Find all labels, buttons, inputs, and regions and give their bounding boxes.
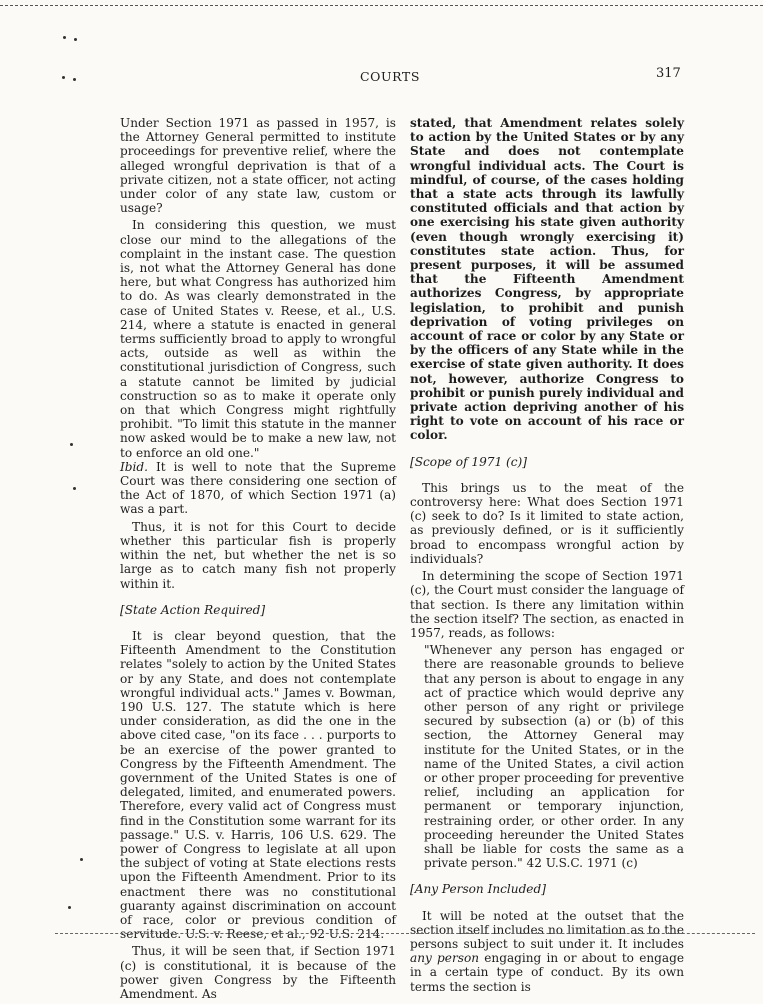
scan-speck	[80, 858, 83, 861]
paragraph-text: engaging in or about to engage in a certain type of conduct. By its own terms the section is	[410, 951, 684, 994]
scan-speck	[73, 487, 76, 490]
paragraph: stated, that Amendment relates solely to action by the United States or by any State and does not contemplate wrongful individual acts. The Court is mindful, of course, of the cases holding that a state acts through its lawfully constituted officials and that action by one exercising his state given authority (even though wrongly exercising it) constitutes state action. Thus, for present purposes, it will be assumed that the Fifteenth Amendment authorizes Congress, by appropriate legislation, to prohibit and punish deprivation of voting privileges on account of race or color by any State or by the officers of any State while in the exercise of state given authority. It does not, however, authorize Congress to prohibit or punish purely individual and private action depriving another of his right to vote on account of his race or color.	[410, 116, 684, 443]
scan-speck	[73, 78, 76, 81]
bottom-dashed-border	[55, 933, 755, 934]
scan-speck	[62, 76, 65, 79]
right-column	[410, 116, 684, 997]
section-heading: [State Action Required]	[120, 602, 266, 617]
paragraph: Under Section 1971 as passed in 1957, is the Attorney General permitted to institute proceedings for preventive relief, where the alleged wrongful deprivation is that of a private citizen, not a state officer, not acting under color of any state law, custom or usage?	[120, 116, 396, 216]
scan-speck	[68, 906, 71, 909]
scan-speck	[74, 38, 77, 41]
paragraph-text: It will be noted at the outset that the section itself includes no limitation as to the persons subject to suit under it. It includes	[410, 908, 684, 951]
statute-quote: "Whenever any person has engaged or there are reasonable grounds to believe that any person is about to engage in any act of practice which would deprive any other person of any right or privilege secured by subsection (a) or (b) of this section, the Attorney General may institute for the United States, or in the name of the United States, a civil action or other proper proceeding for preventive relief, including an application for permanent or temporary injunction, restraining order, or other order. In any proceeding hereunder the United States shall be liable for costs the same as a private person." 42 U.S.C. 1971 (c)	[424, 643, 684, 871]
paragraph	[410, 909, 684, 994]
running-header-title: COURTS	[359, 69, 421, 84]
scan-speck	[70, 443, 73, 446]
paragraph: Thus, it is not for this Court to decide whether this particular fish is properly within the net, but whether the net is so large as to catch many fish not properly within it.	[120, 519, 396, 591]
paragraph: It is clear beyond question, that the Fifteenth Amendment to the Constitution relates "solely to action by the United States or by any State, and does not contemplate wrongful individual acts." James v. Bowman, 190 U.S. 127. The statute which is here under consideration, as did the one in the above cited case, "on its face . . . purports to be an exercise of the power granted to Congress by the Fifteenth Amendment. The government of the United States is one of delegated, limited, and enumerated powers. Therefore, every valid act of Congress must find in the Constitution some warrant for its passage." U.S. v. Harris, 106 U.S. 629. The power of Congress to legislate at all upon the subject of voting at State elections rests upon the Fifteenth Amendment. Prior to its enactment there was no constitutional guaranty against discrimination on account of race, color or previous condition of servitude. U.S. v. Reese, et al., 92 U.S. 214.	[120, 628, 396, 942]
left-column	[120, 116, 396, 1004]
paragraph: This brings us to the meat of the controversy here: What does Section 1971 (c) seek to do? Is it limited to state action, as previously defined, or is it sufficiently broad to encompass wrongful action by individuals?	[410, 480, 684, 566]
section-heading: [Any Person Included]	[410, 882, 546, 897]
section-heading: [Scope of 1971 (c)]	[410, 454, 527, 469]
ibid-citation: Ibid.	[120, 459, 148, 474]
paragraph-text: In considering this question, we must close our mind to the allegations of the complaint in the instant case. The question is, not what the Attorney General has done here, but what Congress has authorized him to do. As was clearly demonstrated in the case of United States v. Reese, et al., U.S. 214, where a statute is enacted in general terms sufficiently broad to apply to wrongful acts, outside as well as within the constitutional jurisdiction of Congress, such a statute cannot be limited by judicial construction so as to make it operate only on that which Congress might rightfully prohibit. "To limit this statute in the manner now asked would be to make a new law, not to enforce an old one."	[120, 218, 396, 460]
paragraph	[120, 218, 396, 516]
scan-speck	[63, 36, 66, 39]
page-number: 317	[656, 66, 681, 81]
emphasis: any person	[410, 951, 480, 966]
paragraph: Thus, it will be seen that, if Section 1971 (c) is constitutional, it is because of the power given Congress by the Fifteenth Amendment. As	[120, 944, 396, 1001]
paragraph: In determining the scope of Section 1971 (c), the Court must consider the language of that section. Is there any limitation within the section itself? The section, as enacted in 1957, reads, as follows:	[410, 569, 684, 640]
paragraph-text: It is well to note that the Supreme Court was there considering one section of the Act of 1870, of which Section 1971 (a) was a part.	[120, 459, 396, 517]
top-dashed-border	[0, 5, 763, 6]
